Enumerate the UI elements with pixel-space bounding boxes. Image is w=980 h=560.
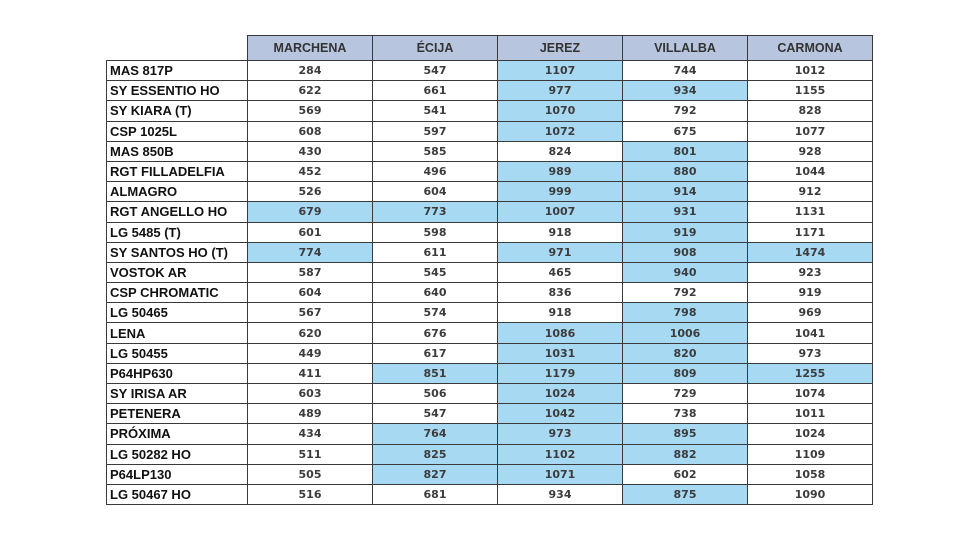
value-cell: 1044 <box>748 161 873 181</box>
value-cell: 918 <box>498 222 623 242</box>
value-cell: 506 <box>373 384 498 404</box>
value-cell: 1077 <box>748 121 873 141</box>
value-cell: 934 <box>498 484 623 504</box>
variety-name: SY SANTOS HO (T) <box>107 242 248 262</box>
variety-name: P64LP130 <box>107 464 248 484</box>
value-cell: 574 <box>373 303 498 323</box>
value-cell: 547 <box>373 404 498 424</box>
variety-name: RGT FILLADELFIA <box>107 161 248 181</box>
table-row <box>107 101 873 121</box>
value-cell: 511 <box>248 444 373 464</box>
value-cell: 547 <box>373 61 498 81</box>
variety-name: LG 50465 <box>107 303 248 323</box>
value-cell: 681 <box>373 484 498 504</box>
value-cell: 931 <box>623 202 748 222</box>
table-row <box>107 484 873 504</box>
value-cell: 792 <box>623 101 748 121</box>
value-cell: 617 <box>373 343 498 363</box>
value-cell: 1109 <box>748 444 873 464</box>
value-cell: 604 <box>248 283 373 303</box>
value-cell: 774 <box>248 242 373 262</box>
value-cell: 284 <box>248 61 373 81</box>
value-cell: 969 <box>748 303 873 323</box>
table-row <box>107 161 873 181</box>
table-row <box>107 384 873 404</box>
table-row <box>107 81 873 101</box>
value-cell: 1006 <box>623 323 748 343</box>
table-row <box>107 363 873 383</box>
value-cell: 973 <box>498 424 623 444</box>
value-cell: 676 <box>373 323 498 343</box>
table-row <box>107 283 873 303</box>
table-row <box>107 303 873 323</box>
value-cell: 434 <box>248 424 373 444</box>
variety-name: CSP CHROMATIC <box>107 283 248 303</box>
table-row <box>107 323 873 343</box>
value-cell: 430 <box>248 141 373 161</box>
value-cell: 923 <box>748 262 873 282</box>
column-header: ÉCIJA <box>373 36 498 61</box>
value-cell: 971 <box>498 242 623 262</box>
value-cell: 620 <box>248 323 373 343</box>
value-cell: 792 <box>623 283 748 303</box>
variety-name: MAS 850B <box>107 141 248 161</box>
value-cell: 597 <box>373 121 498 141</box>
value-cell: 919 <box>623 222 748 242</box>
value-cell: 1131 <box>748 202 873 222</box>
value-cell: 585 <box>373 141 498 161</box>
variety-name: RGT ANGELLO HO <box>107 202 248 222</box>
value-cell: 1171 <box>748 222 873 242</box>
variety-name: PETENERA <box>107 404 248 424</box>
column-header: VILLALBA <box>623 36 748 61</box>
value-cell: 914 <box>623 182 748 202</box>
value-cell: 1107 <box>498 61 623 81</box>
value-cell: 836 <box>498 283 623 303</box>
value-cell: 798 <box>623 303 748 323</box>
value-cell: 1042 <box>498 404 623 424</box>
value-cell: 567 <box>248 303 373 323</box>
table-row <box>107 61 873 81</box>
column-header: JEREZ <box>498 36 623 61</box>
variety-name: LG 50282 HO <box>107 444 248 464</box>
variety-name: SY KIARA (T) <box>107 101 248 121</box>
value-cell: 827 <box>373 464 498 484</box>
value-cell: 1074 <box>748 384 873 404</box>
value-cell: 1011 <box>748 404 873 424</box>
value-cell: 1007 <box>498 202 623 222</box>
value-cell: 1102 <box>498 444 623 464</box>
value-cell: 587 <box>248 262 373 282</box>
value-cell: 545 <box>373 262 498 282</box>
value-cell: 622 <box>248 81 373 101</box>
corner-cell <box>107 36 248 61</box>
variety-name: LG 50455 <box>107 343 248 363</box>
value-cell: 603 <box>248 384 373 404</box>
table-row <box>107 343 873 363</box>
variety-name: SY ESSENTIO HO <box>107 81 248 101</box>
value-cell: 851 <box>373 363 498 383</box>
value-cell: 875 <box>623 484 748 504</box>
value-cell: 977 <box>498 81 623 101</box>
column-header: CARMONA <box>748 36 873 61</box>
variety-name: VOSTOK AR <box>107 262 248 282</box>
value-cell: 928 <box>748 141 873 161</box>
variety-name: SY IRISA AR <box>107 384 248 404</box>
variety-name: LENA <box>107 323 248 343</box>
value-cell: 1255 <box>748 363 873 383</box>
value-cell: 999 <box>498 182 623 202</box>
results-table <box>106 35 873 505</box>
value-cell: 661 <box>373 81 498 101</box>
table-row <box>107 182 873 202</box>
variety-name: ALMAGRO <box>107 182 248 202</box>
variety-name: PRÓXIMA <box>107 424 248 444</box>
value-cell: 744 <box>623 61 748 81</box>
value-cell: 452 <box>248 161 373 181</box>
value-cell: 1179 <box>498 363 623 383</box>
value-cell: 1071 <box>498 464 623 484</box>
table-row <box>107 202 873 222</box>
value-cell: 598 <box>373 222 498 242</box>
value-cell: 526 <box>248 182 373 202</box>
value-cell: 934 <box>623 81 748 101</box>
value-cell: 973 <box>748 343 873 363</box>
value-cell: 541 <box>373 101 498 121</box>
value-cell: 912 <box>748 182 873 202</box>
value-cell: 604 <box>373 182 498 202</box>
value-cell: 505 <box>248 464 373 484</box>
value-cell: 773 <box>373 202 498 222</box>
value-cell: 1031 <box>498 343 623 363</box>
value-cell: 1090 <box>748 484 873 504</box>
value-cell: 608 <box>248 121 373 141</box>
value-cell: 820 <box>623 343 748 363</box>
column-header: MARCHENA <box>248 36 373 61</box>
value-cell: 908 <box>623 242 748 262</box>
value-cell: 940 <box>623 262 748 282</box>
value-cell: 738 <box>623 404 748 424</box>
value-cell: 895 <box>623 424 748 444</box>
value-cell: 640 <box>373 283 498 303</box>
value-cell: 1024 <box>498 384 623 404</box>
value-cell: 1012 <box>748 61 873 81</box>
value-cell: 601 <box>248 222 373 242</box>
value-cell: 1058 <box>748 464 873 484</box>
value-cell: 1474 <box>748 242 873 262</box>
value-cell: 1072 <box>498 121 623 141</box>
value-cell: 465 <box>498 262 623 282</box>
value-cell: 764 <box>373 424 498 444</box>
value-cell: 801 <box>623 141 748 161</box>
value-cell: 1024 <box>748 424 873 444</box>
header-row <box>107 36 873 61</box>
value-cell: 496 <box>373 161 498 181</box>
value-cell: 919 <box>748 283 873 303</box>
value-cell: 611 <box>373 242 498 262</box>
table-row <box>107 121 873 141</box>
value-cell: 882 <box>623 444 748 464</box>
variety-name: LG 50467 HO <box>107 484 248 504</box>
table-row <box>107 444 873 464</box>
value-cell: 449 <box>248 343 373 363</box>
value-cell: 880 <box>623 161 748 181</box>
value-cell: 729 <box>623 384 748 404</box>
value-cell: 569 <box>248 101 373 121</box>
value-cell: 809 <box>623 363 748 383</box>
value-cell: 918 <box>498 303 623 323</box>
value-cell: 989 <box>498 161 623 181</box>
value-cell: 489 <box>248 404 373 424</box>
value-cell: 411 <box>248 363 373 383</box>
value-cell: 824 <box>498 141 623 161</box>
value-cell: 516 <box>248 484 373 504</box>
value-cell: 1155 <box>748 81 873 101</box>
variety-name: CSP 1025L <box>107 121 248 141</box>
table-row <box>107 222 873 242</box>
table-row <box>107 141 873 161</box>
table-row <box>107 242 873 262</box>
variety-name: MAS 817P <box>107 61 248 81</box>
variety-name: LG 5485 (T) <box>107 222 248 242</box>
variety-name: P64HP630 <box>107 363 248 383</box>
table-row <box>107 404 873 424</box>
value-cell: 602 <box>623 464 748 484</box>
value-cell: 675 <box>623 121 748 141</box>
value-cell: 828 <box>748 101 873 121</box>
value-cell: 679 <box>248 202 373 222</box>
value-cell: 1041 <box>748 323 873 343</box>
value-cell: 1086 <box>498 323 623 343</box>
value-cell: 1070 <box>498 101 623 121</box>
table-row <box>107 424 873 444</box>
table-row <box>107 464 873 484</box>
table-row <box>107 262 873 282</box>
value-cell: 825 <box>373 444 498 464</box>
